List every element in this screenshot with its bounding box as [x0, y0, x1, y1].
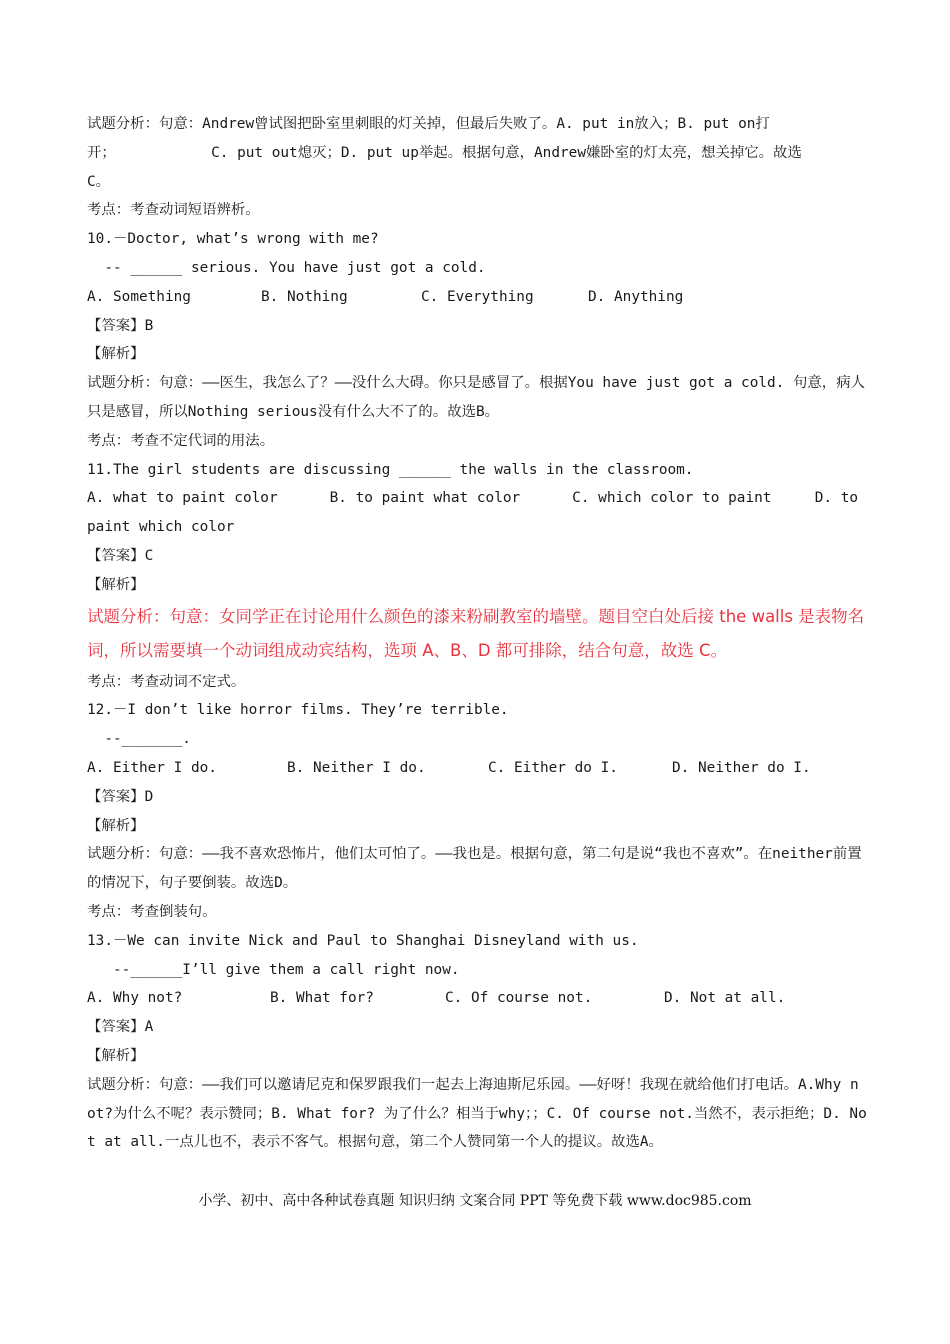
option-a: A. Something — [87, 288, 191, 305]
answer-label: 【答案】B — [87, 317, 154, 334]
question-13-stem: 13.－We can invite Nick and Paul to Shanghai Disneyland with us. — [87, 932, 639, 949]
option-d: D. Neither do I. — [672, 759, 811, 776]
page-footer: 小学、初中、高中各种试卷真题 知识归纳 文案合同 PPT 等免费下载 www.doc985.com — [198, 1193, 752, 1209]
analysis-heading: 【解析】 — [87, 1047, 145, 1064]
option-b: B. Nothing — [261, 288, 348, 305]
question-13-options — [87, 984, 867, 1013]
option-c: C. Of course not. — [445, 990, 593, 1007]
question-11-stem: 11.The girl students are discussing ______ the walls in the classroom. — [87, 461, 694, 478]
option-a: A. Why not? — [87, 990, 183, 1007]
option-b: B. Neither I do. — [287, 759, 426, 776]
knowledge-point: 考点：考查动词不定式。 — [87, 673, 246, 690]
option-a: A. Either I do. — [87, 759, 217, 776]
analysis-text: 试题分析：句意：Andrew曾试图把卧室里刺眼的灯关掉，但最后失败了。A. put in放入；B. put on打 — [87, 116, 770, 132]
answer-label: 【答案】C — [87, 547, 154, 564]
answer-label: 【答案】D — [87, 788, 154, 805]
question-12-stem: 12.－I don’t like horror films. They’re terrible. — [87, 702, 509, 719]
analysis-text: 试题分析：句意：——我们可以邀请尼克和保罗跟我们一起去上海迪斯尼乐园。——好呀！我现在就给他们打电话。A.Why not?为什么不呢？表示赞同；B. What for? 为了什么？相当于why；；C. Of course not.当然不，表示拒绝；D. Not at all.一点儿也不，表示不客气。根据句意，第二个人赞同第一个人的提议。故选A。 — [87, 1076, 867, 1151]
analysis-heading: 【解析】 — [87, 576, 145, 593]
analysis-text: 开； C. put out熄灭；D. put up举起。根据句意，Andrew嫌卧室的灯太亮，想关掉它。故选 — [87, 144, 802, 161]
document-content — [87, 110, 867, 1157]
analysis-heading: 【解析】 — [87, 346, 145, 363]
analysis-heading: 【解析】 — [87, 817, 145, 834]
option-c: C. Either do I. — [488, 759, 618, 776]
question-13-stem-line2: --______I’ll give them a call right now. — [87, 961, 460, 978]
option-d: D. Anything — [588, 288, 684, 305]
question-11-options-line1: A. what to paint color B. to paint what color C. which color to paint D. to — [87, 490, 859, 507]
knowledge-point: 考点：考查倒装句。 — [87, 903, 217, 920]
analysis-text: C。 — [87, 173, 111, 190]
answer-label: 【答案】A — [87, 1019, 154, 1036]
question-10-stem: 10.－Doctor, what’s wrong with me? — [87, 231, 379, 248]
option-b: B. What for? — [270, 990, 374, 1007]
knowledge-point: 考点：考查不定代词的用法。 — [87, 432, 275, 449]
knowledge-point: 考点：考查动词短语辨析。 — [87, 202, 260, 219]
analysis-text: 试题分析：句意：——医生，我怎么了？——没什么大碍。你只是感冒了。根据You have just got a cold. 句意，病人只是感冒，所以Nothing serious没有什么大不了的。故选B。 — [87, 375, 865, 420]
question-10-options — [87, 283, 867, 312]
question-12-stem-line2: --_______. — [87, 731, 191, 748]
question-11-options-line2: paint which color — [87, 519, 235, 536]
question-12-options — [87, 754, 867, 783]
analysis-text: 试题分析：句意：——我不喜欢恐怖片，他们太可怕了。——我也是。根据句意，第二句是说“我也不喜欢”。在neither前置的情况下，句子要倒装。故选D。 — [87, 846, 862, 892]
option-c: C. Everything — [421, 288, 534, 305]
question-10-stem-line2: -- ______ serious. You have just got a cold. — [87, 259, 486, 276]
option-d: D. Not at all. — [664, 990, 786, 1007]
analysis-text-highlighted: 试题分析：句意：女同学正在讨论用什么颜色的漆来粉刷教室的墙壁。题目空白处后接 the walls 是表物名词，所以需要填一个动词组成动宾结构，选项 A、B、D 都可排除，结合句意，故选 C。 — [87, 606, 865, 660]
